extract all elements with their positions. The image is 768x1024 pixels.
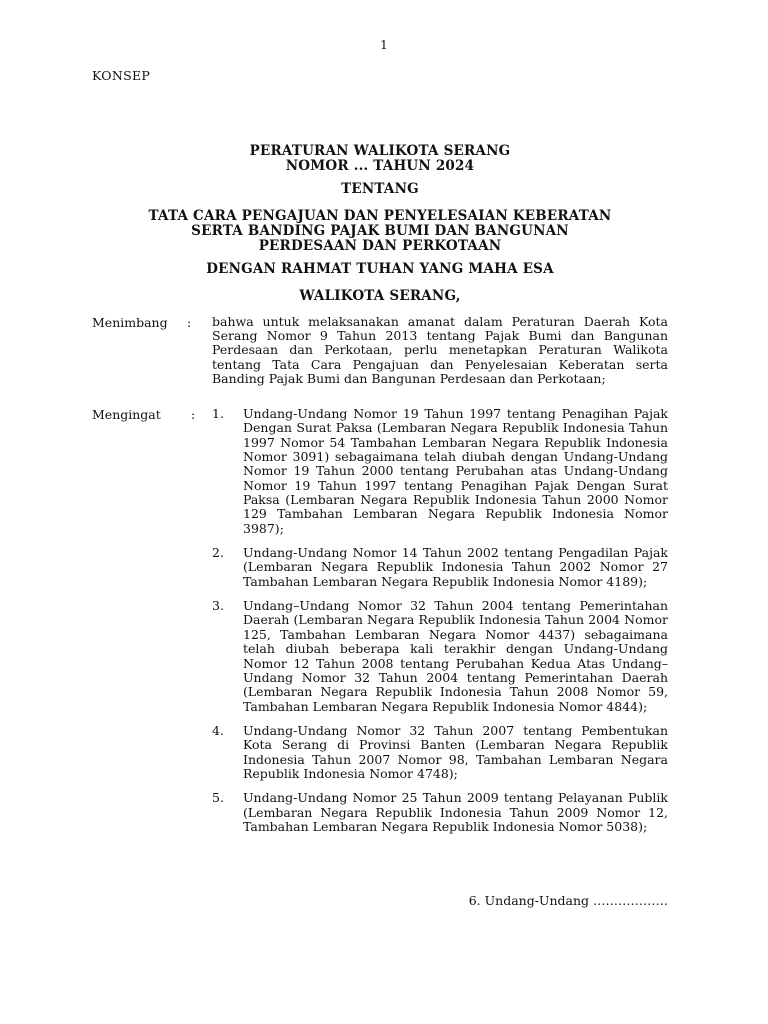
regulation-subject-line-1: TATA CARA PENGAJUAN DAN PENYELESAIAN KEBERATAN (148, 208, 612, 224)
issuer-line: WALIKOTA SERANG, (299, 288, 461, 304)
list-item-number: 4. (212, 722, 224, 738)
draft-label: KONSEP (92, 68, 151, 83)
list-item (212, 546, 668, 589)
regulation-title-line-1: PERATURAN WALIKOTA SERANG (249, 143, 511, 159)
about-heading (92, 182, 668, 197)
list-item (212, 724, 668, 781)
issuer-heading (92, 289, 668, 304)
list-item-text: Undang-Undang Nomor 19 Tahun 1997 tentang Penagihan Pajak Dengan Surat Paksa (Lembaran Negara Republik Indonesia Tahun 1997 Nomor 54 Tambahan Lembaran Negara Republik Indonesia Nomor 3091) sebagaimana telah diubah dengan Undang-Undang Nomor 19 Tahun 2000 tentang Perubahan atas Undang-Undang Nomor 19 Tahun 1997 tentang Penagihan Pajak Dengan Surat Paksa (Lembaran Negara Republik Indonesia Tahun 2000 Nomor 129 Tambahan Lembaran Negara Republik Indonesia Nomor 3987); (243, 406, 668, 536)
regulation-subject (92, 209, 668, 254)
recalling-colon: : (191, 407, 196, 422)
grace-heading (92, 262, 668, 277)
list-item-number: 3. (212, 598, 224, 614)
regulation-subject-line-2: SERTA BANDING PAJAK BUMI DAN BANGUNAN (191, 223, 569, 239)
list-item (212, 791, 668, 834)
recalling-list (212, 407, 668, 844)
list-item-number: 2. (212, 545, 224, 561)
continuation-catchword: 6. Undang-Undang ……………… (468, 893, 668, 908)
grace-line: DENGAN RAHMAT TUHAN YANG MAHA ESA (206, 261, 554, 277)
recalling-label: Mengingat (92, 407, 161, 422)
considering-colon: : (187, 315, 192, 330)
list-item (212, 407, 668, 536)
regulation-title (92, 144, 668, 174)
considering-text: bahwa untuk melaksanakan amanat dalam Peraturan Daerah Kota Serang Nomor 9 Tahun 2013 tentang Pajak Bumi dan Bangunan Perdesaan dan Perkotaan, perlu menetapkan Peraturan Walikota tentang Tata Cara Pengajuan dan Penyelesaian Keberatan serta Banding Pajak Bumi dan Bangunan Perdesaan dan Perkotaan; (212, 314, 668, 386)
list-item-text: Undang-Undang Nomor 32 Tahun 2007 tentang Pembentukan Kota Serang di Provinsi Banten (Lembaran Negara Republik Indonesia Tahun 2007 Nomor 98, Tambahan Lembaran Negara Republik Indonesia Nomor 4748); (243, 722, 668, 781)
regulation-subject-line-3: PERDESAAN DAN PERKOTAAN (258, 238, 502, 254)
list-item-number: 5. (212, 790, 224, 806)
list-item (212, 599, 668, 714)
list-item-text: Undang-Undang Nomor 14 Tahun 2002 tentang Pengadilan Pajak (Lembaran Negara Republik Indonesia Tahun 2002 Nomor 27 Tambahan Lembaran Negara Republik Indonesia Nomor 4189); (243, 545, 668, 589)
page-number: 1 (380, 38, 388, 52)
list-item-number: 1. (212, 406, 224, 421)
regulation-title-line-2: NOMOR ... TAHUN 2024 (285, 158, 475, 174)
list-item-text: Undang–Undang Nomor 32 Tahun 2004 tentang Pemerintahan Daerah (Lembaran Negara Republik Indonesia Tahun 2004 Nomor 125, Tambahan Lembaran Negara Nomor 4437) sebagaimana telah diubah beberapa kali terakhir dengan Undang-Undang Nomor 12 Tahun 2008 tentang Perubahan Kedua Atas Undang–Undang Nomor 32 Tahun 2004 tentang Pemerintahan Daerah (Lembaran Negara Republik Indonesia Tahun 2008 Nomor 59, Tambahan Lembaran Negara Republik Indonesia Nomor 4844); (243, 598, 668, 714)
about-label: TENTANG (341, 181, 419, 197)
considering-label: Menimbang (92, 315, 168, 330)
list-item-text: Undang-Undang Nomor 25 Tahun 2009 tentang Pelayanan Publik (Lembaran Negara Republik Indonesia Tahun 2009 Nomor 12, Tambahan Lembaran Negara Republik Indonesia Nomor 5038); (243, 790, 668, 834)
